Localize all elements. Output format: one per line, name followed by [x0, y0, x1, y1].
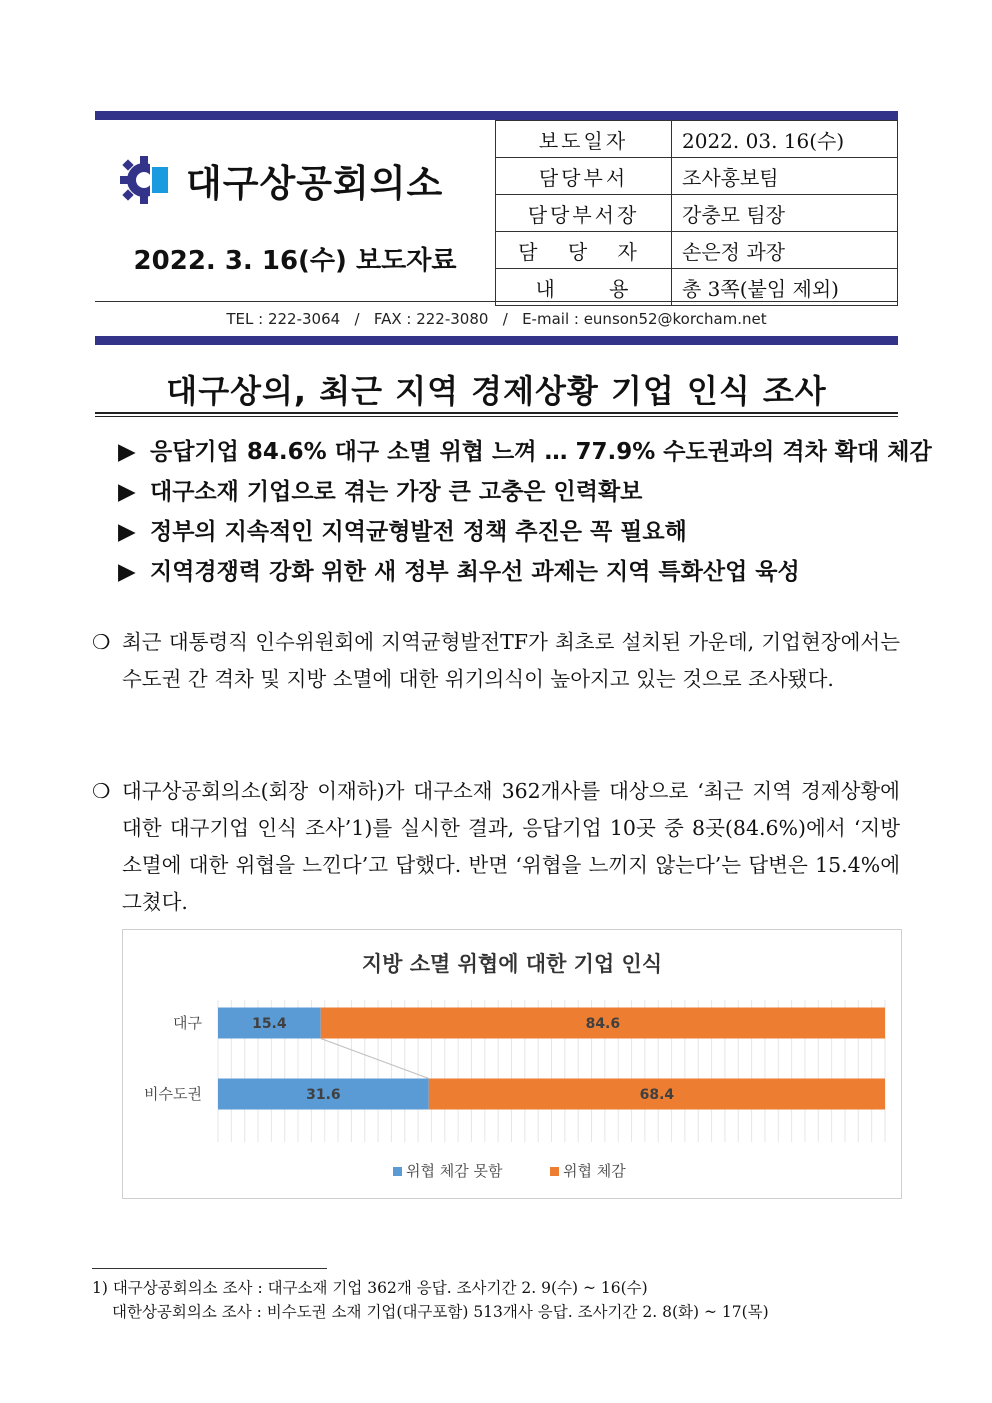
press-release-date: 2022. 3. 16(수) 보도자료 — [133, 246, 457, 276]
footnote-line: 1) 대구상공회의소 조사 : 대구소재 기업 362개 응답. 조사기간 2. 9(수) ~ 16(수) — [92, 1279, 648, 1297]
info-key: 담당부서 — [496, 158, 672, 195]
info-row — [496, 232, 898, 269]
release-info-table — [495, 120, 898, 306]
legend-swatch — [393, 1167, 402, 1176]
data-label: 31.6 — [306, 1087, 341, 1103]
info-value: 총 3쪽(붙임 제외) — [672, 269, 898, 306]
circle-bullet-icon: ❍ — [92, 779, 111, 803]
info-row — [496, 121, 898, 158]
footnote-divider — [92, 1268, 327, 1269]
header-top-bar — [95, 111, 898, 120]
legend-label: 위협 체감 못함 — [406, 1162, 503, 1180]
stacked-bar-chart — [123, 930, 901, 1198]
info-row — [496, 195, 898, 232]
contact-line: TEL : 222-3064 / FAX : 222-3080 / E-mail : eunson52@korcham.net — [226, 310, 767, 328]
info-key: 담 당 자 — [496, 232, 672, 269]
body-paragraph: ❍ 최근 대통령직 인수위원회에 지역균형발전TF가 최초로 설치된 가운데, 기업현장에서는 수도권 간 격차 및 지방 소멸에 대한 위기의식이 높아지고 있는 것으로 조사됐다. — [92, 624, 900, 698]
subheading-item: ▶ 응답기업 84.6% 대구 소멸 위협 느껴 … 77.9% 수도권과의 격차 확대 체감 — [118, 439, 932, 465]
info-value: 조사홍보팀 — [672, 158, 898, 195]
chart-container — [122, 929, 902, 1199]
triangle-bullet-icon: ▶ — [118, 519, 136, 545]
triangle-bullet-icon: ▶ — [118, 439, 136, 465]
info-row — [496, 269, 898, 306]
subheading-item: ▶ 지역경쟁력 강화 위한 새 정부 최우선 과제는 지역 특화산업 육성 — [118, 559, 800, 585]
subheading-item: ▶ 대구소재 기업으로 겪는 가장 큰 고충은 인력확보 — [118, 479, 643, 505]
subheading-item: ▶ 정부의 지속적인 지역균형발전 정책 추진은 꼭 필요해 — [118, 519, 687, 545]
page-title: 대구상의, 최근 지역 경제상황 기업 인식 조사 — [166, 372, 827, 410]
chart-title: 지방 소멸 위협에 대한 기업 인식 — [361, 952, 663, 976]
header-bottom-bar — [95, 336, 898, 345]
category-label: 대구 — [173, 1014, 202, 1032]
info-key: 담당부서장 — [496, 195, 672, 232]
legend-label: 위협 체감 — [563, 1162, 626, 1180]
header-divider — [95, 301, 898, 302]
info-value: 2022. 03. 16(수) — [672, 121, 898, 158]
data-label: 68.4 — [639, 1087, 675, 1103]
triangle-bullet-icon: ▶ — [118, 559, 136, 585]
info-value: 손은정 과장 — [672, 232, 898, 269]
data-label: 15.4 — [252, 1016, 287, 1032]
title-underline — [95, 412, 898, 414]
info-row — [496, 158, 898, 195]
info-key: 내 용 — [496, 269, 672, 306]
org-logo — [118, 150, 443, 210]
body-paragraph: ❍ 대구상공회의소(회장 이재하)가 대구소재 362개사를 대상으로 ‘최근 지역 경제상황에 대한 대구기업 인식 조사’1)를 실시한 결과, 응답기업 10곳 중 8곳(84.6%)에서 ‘지방 소멸에 대한 위협을 느낀다’고 답했다. 반면 ‘위협을 느끼지 않는다’는 답변은 15.4%에 그쳤다. — [92, 773, 900, 921]
circle-bullet-icon: ❍ — [92, 630, 111, 654]
series-connector — [321, 1039, 429, 1079]
category-label: 비수도권 — [144, 1085, 202, 1103]
data-label: 84.6 — [585, 1016, 621, 1032]
org-name: 대구상공회의소 — [186, 162, 444, 205]
triangle-bullet-icon: ▶ — [118, 479, 136, 505]
info-key: 보도일자 — [496, 121, 672, 158]
legend-swatch — [550, 1167, 559, 1176]
gear-logo-icon — [118, 154, 176, 206]
info-value: 강충모 팀장 — [672, 195, 898, 232]
footnote-line: 대한상공회의소 조사 : 비수도권 소재 기업(대구포함) 513개사 응답. 조사기간 2. 8(화) ~ 17(목) — [112, 1303, 769, 1321]
title-underline-thin — [95, 416, 898, 417]
